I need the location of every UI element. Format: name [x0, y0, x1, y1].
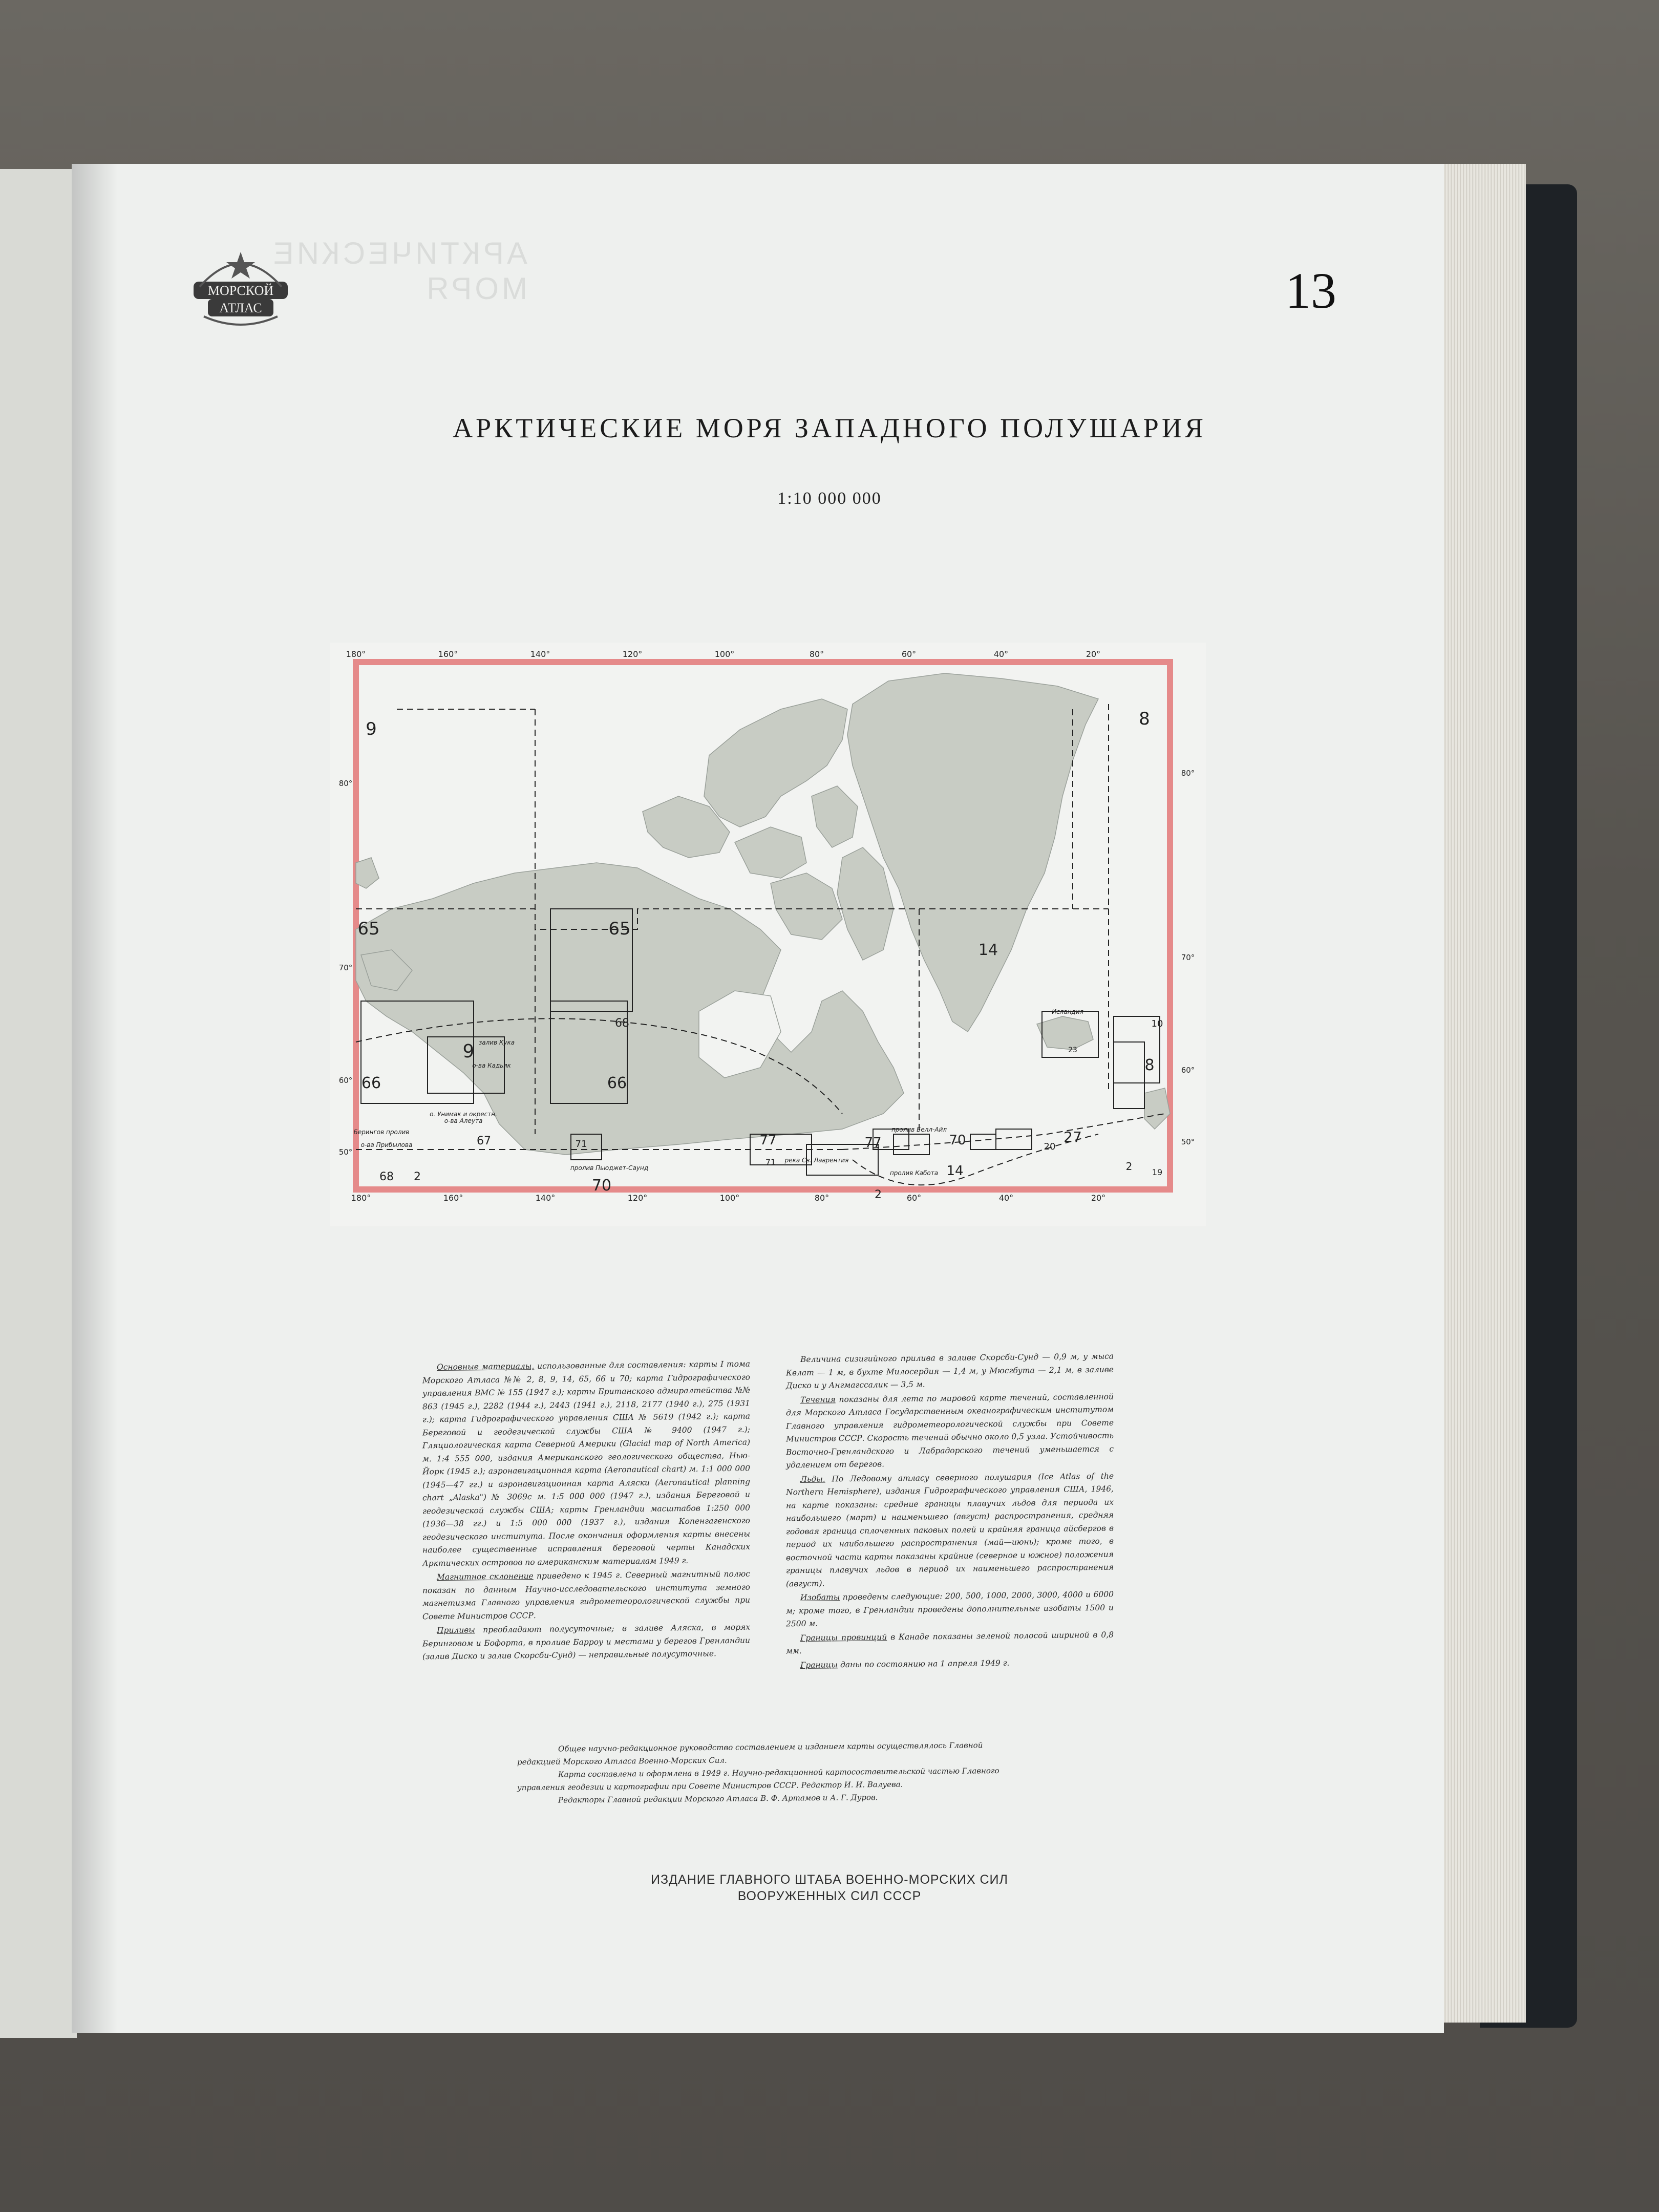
note-paragraph	[786, 1390, 1114, 1472]
sheet-number-label: 65	[357, 919, 380, 939]
sheet-number-label: 71	[765, 1157, 776, 1167]
note-paragraph	[422, 1568, 750, 1624]
longitude-label: 140°	[530, 649, 550, 659]
note-text: показаны для лета по мировой карте течений, составленной для Морского Атласа Государственным океанографическим институтом Главного управления гидрометеорологической службы при Совете Министров СССР. Скорость течений обычно около 0,5 узла. Устойчивость Восточно-Гренландского и Лабрадорского течений уменьшается с удалением от берегов.	[786, 1392, 1114, 1470]
sheet-number-label: 27	[1064, 1129, 1082, 1145]
map-scale: 1:10 000 000	[777, 489, 882, 508]
credit-line: Редакторы Главной редакции Морского Атласа В. Ф. Артамов и А. Г. Дуров.	[558, 1793, 878, 1805]
longitude-label: 120°	[622, 649, 643, 659]
note-text: преобладают полусуточные; в заливе Аляска, в морях Беринговом и Бофорта, в проливе Барроу и местами у берегов Гренландии (залив Диско и залив Скорсби-Сунд) — неправильные полусуточные.	[422, 1622, 750, 1662]
longitude-label: 180°	[351, 1193, 371, 1203]
note-text: проведены следующие: 200, 500, 1000, 2000, 3000, 4000 и 6000 м; кроме того, в Гренландии проведены дополнительные изобаты 1500 и 2500 м.	[786, 1589, 1114, 1629]
sheet-number-label: 65	[608, 919, 631, 939]
publisher-line: ВООРУЖЕННЫХ СИЛ СССР	[737, 1889, 922, 1903]
longitude-label: 80°	[809, 649, 824, 659]
page-number: 13	[1285, 262, 1336, 319]
note-paragraph	[786, 1350, 1114, 1393]
longitude-label: 120°	[627, 1193, 648, 1203]
latitude-label: 50°	[1181, 1137, 1195, 1146]
latitude-label: 60°	[338, 1076, 353, 1085]
sheet-number-label: 67	[477, 1135, 491, 1147]
sheet-number-label: 14	[946, 1163, 964, 1179]
note-heading: Магнитное склонение	[437, 1571, 534, 1582]
sheet-number-label: 66	[607, 1074, 627, 1092]
note-heading: Основные материалы,	[437, 1362, 535, 1372]
note-heading: Течения	[800, 1394, 836, 1405]
longitude-label: 100°	[719, 1193, 740, 1203]
sheet-number-label: 14	[978, 941, 998, 959]
atlas-logo	[189, 251, 292, 328]
place-name-label: пролив Белл-Айл	[891, 1126, 947, 1133]
publisher-line: ИЗДАНИЕ ГЛАВНОГО ШТАБА ВОЕННО-МОРСКИХ СИЛ	[651, 1873, 1008, 1887]
longitude-label: 20°	[1086, 649, 1101, 659]
longitude-label: 140°	[535, 1193, 556, 1203]
index-map-svg	[330, 643, 1206, 1226]
place-name-label: Берингов пролив	[353, 1129, 410, 1136]
index-map	[330, 643, 1206, 1226]
notes-right-column	[786, 1350, 1114, 1673]
note-heading: Границы провинций	[800, 1632, 887, 1643]
sheet-number-label: 2	[414, 1171, 421, 1183]
place-name-label: о-ва Алеута	[444, 1117, 483, 1124]
place-name-label: о. Унимак и окрестн.	[430, 1111, 497, 1118]
sheet-number-label: 68	[379, 1171, 394, 1183]
note-paragraph	[422, 1621, 750, 1664]
longitude-label: 20°	[1091, 1193, 1106, 1203]
longitude-label: 100°	[714, 649, 735, 659]
place-name-label: о-ва Прибылова	[360, 1141, 413, 1148]
note-paragraph	[786, 1470, 1114, 1590]
sheet-number-label: 71	[575, 1139, 587, 1150]
sheet-number-label: 10	[1151, 1018, 1163, 1029]
place-name-label: о-ва Кадьяк	[472, 1062, 511, 1069]
latitude-label: 70°	[338, 963, 353, 972]
note-text: приведено к 1945 г. Северный магнитный полюс показан по данным Научно-исследовательского института земного магнетизма Главного управления гидрометеорологической службы при Совете Министров СССР.	[422, 1569, 750, 1621]
sheet-number-label: 19	[1152, 1167, 1163, 1177]
note-text: использованные для составления: карты I тома Морского Атласа №№ 2, 8, 9, 14, 65, 66 и 70; карта Гидрографического управления ВМС № 155 (1947 г.); карты Британского адмиралтейства №№ 863 (1945 г.), 2282 (1944 г.), 2443 (1941 г.), 2118, 2177 (1940 г.), 275 (1931 г.); карта Гидрографического управления США № 5619 (1942 г.); карта Береговой и геодезической службы США № 9400 (1947 г.); Гляциологическая карта Северной Америки (Glacial map of North America) м. 1:4 555 000, издания Американского геологического общества, Нью-Йорк (1945 г.); аэронавигационная карта (Aeronautical chart) м. 1:1 000 000 (1945—47 гг.) и аэронавигационная карта Аляски (Aeronautical planning chart „Alaska") № 3069c м. 1:5 000 000 (1947 г.), издания Береговой и геодезической службы США; карты Гренландии масштабов 1:250 000 (1936—38 гг.) и 1:5 000 000 (1937 г.), издания Копенгагенского геодезического института. После окончания оформления карты внесены наиболее существенные исправления береговой черты Канадских Арктических островов по американским материалам 1949 г.	[422, 1359, 750, 1568]
note-text: Величина сизигийного прилива в заливе Скорсби-Сунд — 0,9 м, у мыса Квлат — 1 м, в бухте Милосердия — 1,4 м, у Мюсгбута — 2,1 м, в заливе Диско и у Ангмагссалик — 3,5 м.	[786, 1351, 1114, 1391]
latitude-label: 50°	[338, 1147, 353, 1157]
sheet-number-label: 9	[366, 719, 377, 739]
latitude-label: 80°	[338, 779, 353, 788]
longitude-label: 40°	[998, 1193, 1014, 1203]
note-paragraph	[786, 1655, 1114, 1672]
sheet-number-label: 77	[864, 1135, 882, 1151]
editorial-credits	[517, 1739, 1014, 1807]
note-text: даны по состоянию на 1 апреля 1949 г.	[838, 1658, 1010, 1669]
sheet-number-label: 70	[949, 1133, 966, 1148]
place-name-label: Исландия	[1052, 1008, 1083, 1015]
longitude-label: 80°	[814, 1193, 830, 1203]
publisher-imprint	[0, 1871, 1659, 1904]
note-text: в Канаде показаны зеленой полосой шириной в 0,8 мм.	[786, 1630, 1114, 1656]
sheet-number-label: 23	[1068, 1046, 1077, 1054]
place-name-label: залив Кука	[478, 1039, 515, 1046]
sheet-number-label: 8	[1139, 709, 1150, 729]
longitude-label: 160°	[443, 1193, 463, 1203]
latitude-label: 60°	[1181, 1066, 1195, 1075]
sheet-number-label: 2	[875, 1188, 882, 1201]
note-paragraph	[422, 1358, 750, 1570]
note-heading: Льды.	[800, 1474, 825, 1484]
note-heading: Границы	[800, 1660, 838, 1670]
sheet-number-label: 70	[591, 1177, 612, 1195]
place-name-label: пролив Пьюджет-Саунд	[570, 1164, 649, 1172]
latitude-label: 80°	[1181, 769, 1195, 778]
note-text: По Ледовому атласу северного полушария (Ice Atlas of the Northern Hemisphere), издания Гидрографического управления США, 1946, на карте показаны: средние границы плавучих льдов для периода их наибольшего (март) и наименьшего (август) распространения, средняя годовая граница сплоченных паковых полей и крайняя граница айсбергов в период их наибольшего распространения (май—июнь); кроме того, в восточной части карты показаны крайние (северное и южное) положения границы плавучих льдов в период их наименьшего распространения (август).	[786, 1471, 1114, 1588]
place-name-label: пролив Кабота	[889, 1169, 939, 1177]
place-name-label: река Св. Лаврентия	[784, 1157, 849, 1164]
longitude-label: 180°	[346, 649, 366, 659]
longitude-label: 60°	[901, 649, 917, 659]
note-paragraph	[786, 1628, 1114, 1658]
map-title: АРКТИЧЕСКИЕ МОРЯ ЗАПАДНОГО ПОЛУШАРИЯ	[453, 413, 1206, 443]
credit-line: Общее научно-редакционное руководство составлением и изданием карты осуществлялось Главной редакцией Морского Атласа Военно-Морских Сил.	[517, 1740, 983, 1767]
logo-word-2: АТЛАС	[219, 301, 262, 315]
sheet-number-label: 68	[615, 1017, 629, 1030]
show-through-text: АРКТИЧЕСКИЕ МОРЯ	[270, 236, 527, 306]
credit-line: Карта составлена и оформлена в 1949 г. Научно-редакционной картосоставительской частью Главного управления геодезии и картографии при Совете Министров СССР. Редактор И. И. Валуева.	[517, 1766, 999, 1793]
sheet-number-label: 9	[462, 1041, 475, 1062]
longitude-label: 160°	[438, 649, 458, 659]
sheet-number-label: 66	[361, 1074, 381, 1092]
longitude-label: 60°	[906, 1193, 922, 1203]
sheet-number-label: 8	[1144, 1056, 1155, 1074]
note-heading: Изобаты	[800, 1592, 840, 1603]
sheet-number-label: 20	[1044, 1141, 1056, 1152]
sheet-number-label: 77	[759, 1133, 777, 1148]
notes-left-column	[422, 1358, 750, 1665]
left-page-edge	[0, 169, 77, 2038]
logo-word-1: МОРСКОЙ	[207, 283, 274, 298]
sheet-number-label: 2	[1125, 1160, 1133, 1173]
spine-shadow	[72, 164, 118, 2033]
latitude-label: 70°	[1181, 953, 1195, 962]
note-heading: Приливы	[437, 1625, 475, 1635]
note-paragraph	[786, 1588, 1114, 1631]
longitude-label: 40°	[993, 649, 1009, 659]
